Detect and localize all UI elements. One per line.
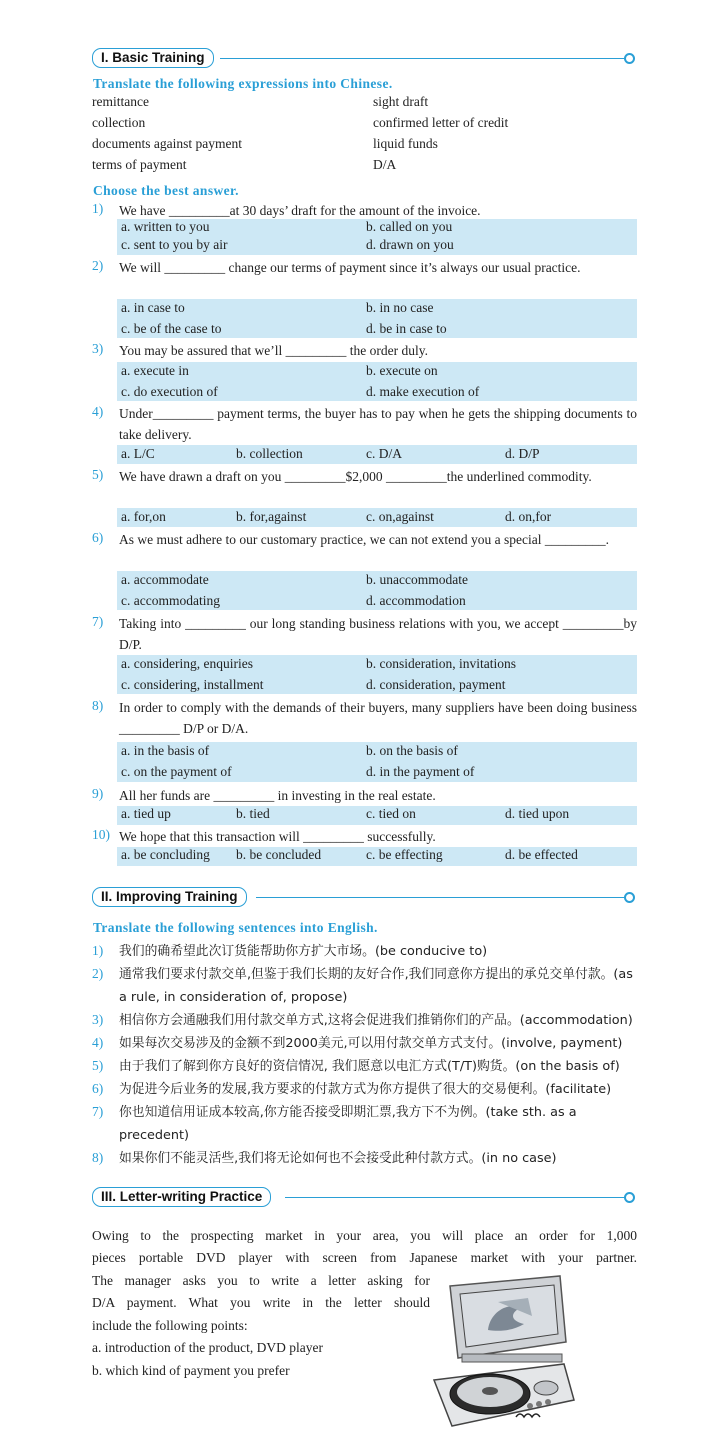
option: a. for,on xyxy=(121,509,166,524)
question-text: Taking into _________ our long standing business relations with you, we accept _________by D/P. xyxy=(119,616,637,652)
term-right: D/A xyxy=(373,157,397,172)
option: b. tied xyxy=(236,806,270,821)
option: c. be effecting xyxy=(366,847,443,862)
option: d. be effected xyxy=(505,847,578,862)
option: a. in case to xyxy=(121,300,185,315)
option: b. be concluded xyxy=(236,847,322,862)
term-left: collection xyxy=(92,115,146,130)
option: d. drawn on you xyxy=(366,237,454,252)
option: c. sent to you by air xyxy=(121,237,228,252)
option: b. execute on xyxy=(366,363,438,378)
question-number: 10) xyxy=(92,827,110,842)
sentence-number: 6) xyxy=(92,1081,104,1096)
sentence-number: 4) xyxy=(92,1035,104,1050)
sentence-text: 为促进今后业务的发展,我方要求的付款方式为你方提供了很大的交易便利。(facilitate) xyxy=(119,1082,612,1097)
option: a. be concluding xyxy=(121,847,210,862)
question-text: We will _________ change our terms of payment since it’s always our usual practice. xyxy=(119,260,581,275)
sentence-number: 2) xyxy=(92,966,104,981)
question-number: 2) xyxy=(92,258,104,273)
section-rule xyxy=(220,58,624,59)
letter-line: Owing to the prospecting market in your area, you will place an order for 1,000 xyxy=(92,1228,637,1243)
option: c. on,against xyxy=(366,509,434,524)
sentence-text: 如果你们不能灵活些,我们将无论如何也不会接受此种付款方式。(in no case) xyxy=(119,1151,557,1166)
question-number: 3) xyxy=(92,341,104,356)
option: d. in the payment of xyxy=(366,764,475,779)
term-right: liquid funds xyxy=(373,136,438,151)
sentence-number: 3) xyxy=(92,1012,104,1027)
translate-heading: Translate the following expressions into Chinese. xyxy=(93,76,393,91)
term-left: documents against payment xyxy=(92,136,242,151)
option: c. tied on xyxy=(366,806,416,821)
letter-line: pieces portable DVD player with screen from Japanese market with your partner. xyxy=(92,1250,637,1265)
option: a. written to you xyxy=(121,219,210,234)
translate-sentences-heading: Translate the following sentences into English. xyxy=(93,920,378,935)
question-number: 4) xyxy=(92,404,104,419)
dvd-player-icon xyxy=(428,1272,576,1432)
section-header-letter-writing xyxy=(92,1187,636,1209)
section-title: II. Improving Training xyxy=(92,887,247,907)
section-rule-end-icon xyxy=(624,53,635,64)
question-text: You may be assured that we’ll _________ the order duly. xyxy=(119,343,428,358)
sentence-text: 相信你方会通融我们用付款交单方式,这将会促进我们推销你们的产品。(accommodation) xyxy=(119,1013,633,1028)
option: b. unaccommodate xyxy=(366,572,468,587)
term-left: remittance xyxy=(92,94,149,109)
term-right: sight draft xyxy=(373,94,429,109)
letter-line: a. introduction of the product, DVD player xyxy=(92,1340,323,1355)
question-number: 8) xyxy=(92,698,104,713)
question-number: 6) xyxy=(92,530,104,545)
letter-line: D/A payment. What you write in the letter should xyxy=(92,1295,430,1310)
option: b. collection xyxy=(236,446,303,461)
option: d. tied upon xyxy=(505,806,570,821)
question-number: 1) xyxy=(92,201,104,216)
option: c. D/A xyxy=(366,446,402,461)
question-text: We have _________at 30 days’ draft for the amount of the invoice. xyxy=(119,203,481,218)
option: b. consideration, invitations xyxy=(366,656,516,671)
question-text: In order to comply with the demands of their buyers, many suppliers have been doing business _________ D/P or D/A. xyxy=(119,700,637,736)
sentence-text: 如果每次交易涉及的金额不到2000美元,可以用付款交单方式支付。(involve, payment) xyxy=(119,1036,623,1051)
section-header-basic-training xyxy=(92,48,636,70)
sentence-number: 1) xyxy=(92,943,104,958)
section-rule-end-icon xyxy=(624,1192,635,1203)
sentence-text: 我们的确希望此次订货能帮助你方扩大市场。(be conducive to) xyxy=(119,944,488,959)
option: a. tied up xyxy=(121,806,171,821)
option: b. in no case xyxy=(366,300,434,315)
question-number: 5) xyxy=(92,467,104,482)
question-text: As we must adhere to our customary practice, we can not extend you a special _________. xyxy=(119,532,609,547)
question-text: Under_________ payment terms, the buyer has to pay when he gets the shipping documents to take delivery. xyxy=(119,406,637,442)
term-left: terms of payment xyxy=(92,157,187,172)
option: a. in the basis of xyxy=(121,743,210,758)
option: d. accommodation xyxy=(366,593,466,608)
option: a. execute in xyxy=(121,363,189,378)
section-rule xyxy=(285,1197,624,1198)
section-title: I. Basic Training xyxy=(92,48,214,68)
question-text: All her funds are _________ in investing in the real estate. xyxy=(119,788,436,803)
option: d. make execution of xyxy=(366,384,480,399)
section-rule xyxy=(256,897,624,898)
question-number: 9) xyxy=(92,786,104,801)
term-right: confirmed letter of credit xyxy=(373,115,509,130)
option: b. called on you xyxy=(366,219,453,234)
sentence-text: 你也知道信用证成本较高,你方能否接受即期汇票,我方下不为例。(take sth. as a precedent) xyxy=(119,1105,577,1143)
question-text: We hope that this transaction will _________ successfully. xyxy=(119,829,436,844)
section-rule-end-icon xyxy=(624,892,635,903)
letter-line: The manager asks you to write a letter asking for xyxy=(92,1273,430,1288)
option: c. on the payment of xyxy=(121,764,232,779)
option: c. considering, installment xyxy=(121,677,264,692)
option: c. accommodating xyxy=(121,593,220,608)
option: a. considering, enquiries xyxy=(121,656,253,671)
option: a. L/C xyxy=(121,446,155,461)
option: d. on,for xyxy=(505,509,552,524)
option: c. do execution of xyxy=(121,384,218,399)
option: b. for,against xyxy=(236,509,307,524)
option: b. on the basis of xyxy=(366,743,458,758)
option: d. D/P xyxy=(505,446,540,461)
question-number: 7) xyxy=(92,614,104,629)
section-header-improving-training xyxy=(92,887,636,909)
option: d. consideration, payment xyxy=(366,677,506,692)
choose-heading: Choose the best answer. xyxy=(93,183,239,198)
sentence-number: 5) xyxy=(92,1058,104,1073)
option: a. accommodate xyxy=(121,572,209,587)
sentence-number: 7) xyxy=(92,1104,104,1119)
option: d. be in case to xyxy=(366,321,447,336)
letter-line: include the following points: xyxy=(92,1318,248,1333)
sentence-text: 由于我们了解到你方良好的资信情况, 我们愿意以电汇方式(T/T)购货。(on the basis of) xyxy=(119,1059,620,1074)
option: c. be of the case to xyxy=(121,321,222,336)
sentence-text: 通常我们要求付款交单,但鉴于我们长期的友好合作,我们同意你方提出的承兑交单付款。(as a rule, in consideration of, propose) xyxy=(119,967,633,1005)
section-title: III. Letter-writing Practice xyxy=(92,1187,271,1207)
sentence-number: 8) xyxy=(92,1150,104,1165)
question-text: We have drawn a draft on you _________$2,000 _________the underlined commodity. xyxy=(119,469,592,484)
letter-line: b. which kind of payment you prefer xyxy=(92,1363,290,1378)
